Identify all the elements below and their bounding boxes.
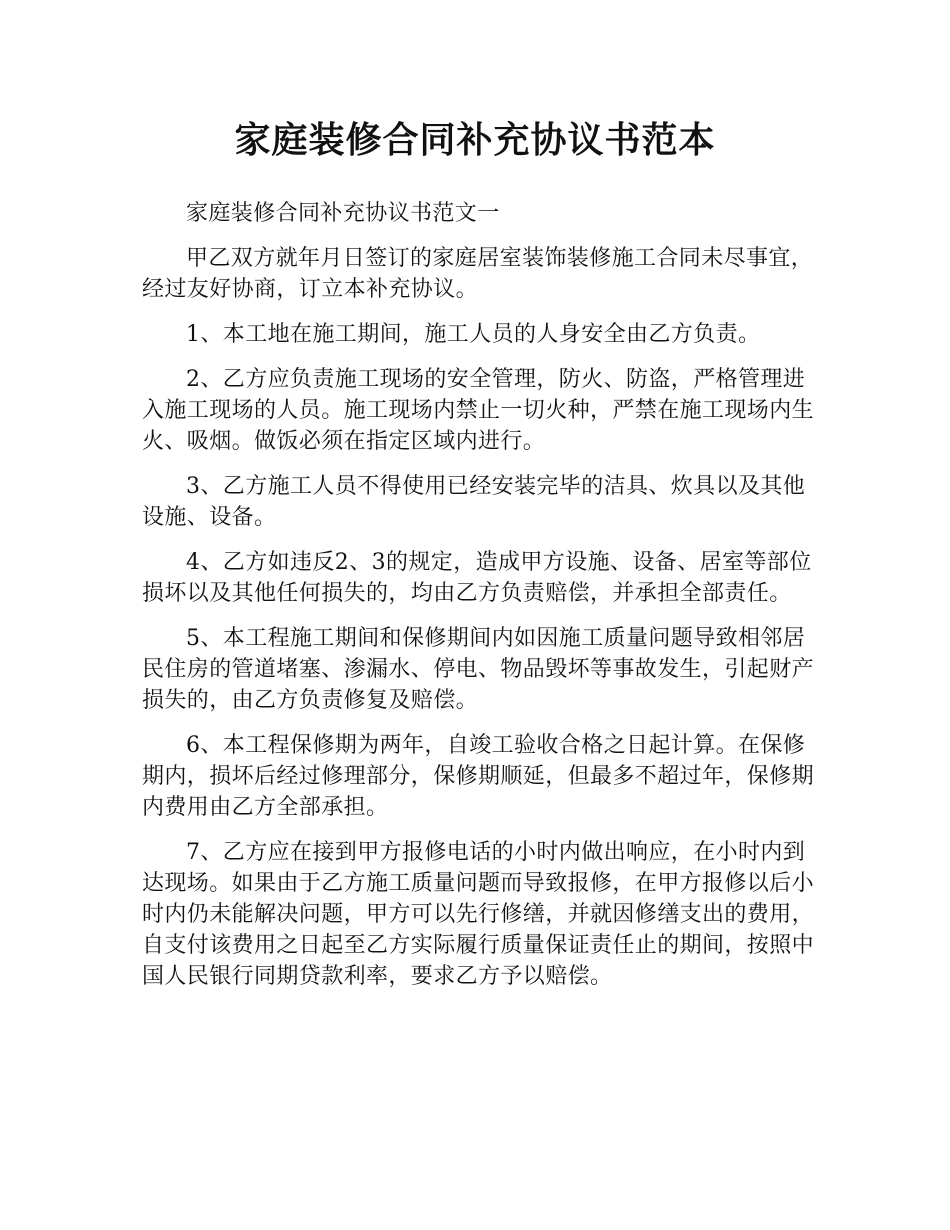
clause-4: 4、乙方如违反2、3的规定，造成甲方设施、设备、居室等部位损坏以及其他任何损失的，均由乙方负责赔偿，并承担全部责任。 [142, 550, 812, 606]
clause-3: 3、乙方施工人员不得使用已经安装完毕的洁具、炊具以及其他设施、设备。 [142, 474, 806, 530]
document-body [142, 198, 814, 1006]
clause-1: 1、本工地在施工期间，施工人员的人身安全由乙方负责。 [186, 322, 761, 347]
clause-7: 7、乙方应在接到甲方报修电话的小时内做出响应，在小时内到达现场。如果由于乙方施工质量问题而导致报修，在甲方报修以后小时内仍未能解决问题，甲方可以先行修缮，并就因修缮支出的费用，自支付该费用之日起至乙方实际履行质量保证责任止的期间，按照中国人民银行同期贷款利率，要求乙方予以赔偿。 [142, 840, 815, 989]
clause-5: 5、本工程施工期间和保修期间内如因施工质量问题导致相邻居民住房的管道堵塞、渗漏水、停电、物品毁坏等事故发生，引起财产损失的，由乙方负责修复及赔偿。 [142, 626, 815, 713]
paragraph-subtitle: 家庭装修合同补充协议书范文一 [186, 201, 500, 226]
document-title: 家庭装修合同补充协议书范本 [234, 120, 716, 161]
clause-6: 6、本工程保修期为两年，自竣工验收合格之日起计算。在保修期内，损坏后经过修理部分，保修期顺延，但最多不超过年，保修期内费用由乙方全部承担。 [142, 733, 815, 820]
paragraph-intro: 甲乙双方就年月日签订的家庭居室装饰装修施工合同未尽事宜，经过友好协商，订立本补充协议。 [142, 246, 814, 302]
clause-2: 2、乙方应负责施工现场的安全管理，防火、防盗，严格管理进入施工现场的人员。施工现场内禁止一切火种，严禁在施工现场内生火、吸烟。做饭必须在指定区域内进行。 [142, 367, 815, 454]
